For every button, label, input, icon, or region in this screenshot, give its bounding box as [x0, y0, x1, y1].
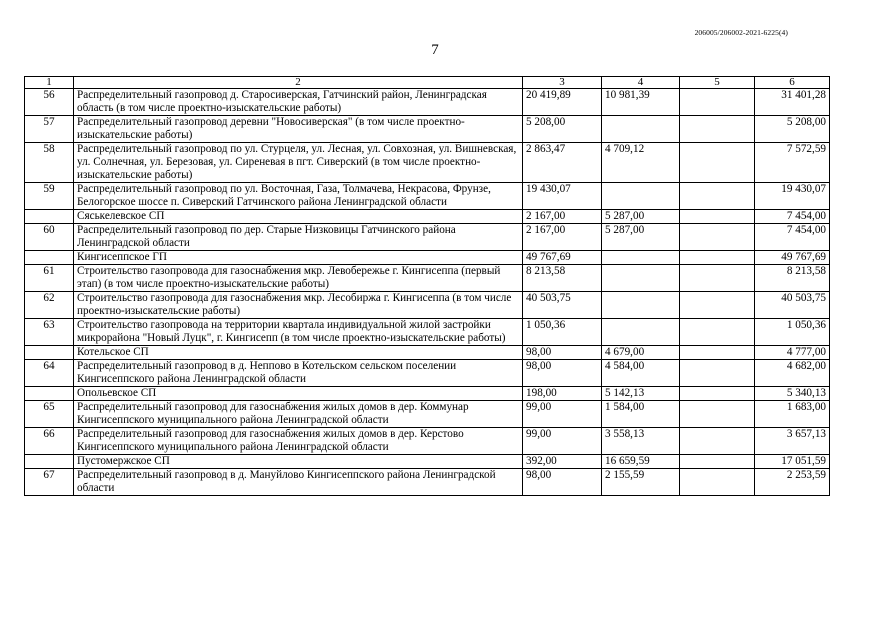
row-number-cell: 65: [25, 401, 74, 428]
table-row: [25, 116, 830, 143]
row-amount-col4-cell: 1 584,00: [602, 401, 680, 428]
row-amount-col3-cell: 99,00: [523, 428, 602, 455]
row-amount-col4-cell: 3 558,13: [602, 428, 680, 455]
row-total-cell: 40 503,75: [755, 292, 830, 319]
row-name-cell: Пустомержское СП: [74, 455, 523, 469]
row-amount-col4-cell: 5 142,13: [602, 387, 680, 401]
document-id: 206005/206002-2021-6225(4): [694, 28, 788, 37]
row-amount-col3-cell: 49 767,69: [523, 251, 602, 265]
row-name-cell: Опольевское СП: [74, 387, 523, 401]
table-row: [25, 292, 830, 319]
row-amount-col4-cell: 10 981,39: [602, 89, 680, 116]
row-amount-col5-cell: [680, 183, 755, 210]
row-total-cell: 1 683,00: [755, 401, 830, 428]
row-amount-col5-cell: [680, 251, 755, 265]
table-row: [25, 387, 830, 401]
row-amount-col4-cell: 4 709,12: [602, 143, 680, 183]
row-name-cell: Распределительный газопровод по ул. Восточная, Газа, Толмачева, Некрасова, Фрунзе, Белогорское шоссе п. Сиверский Гатчинского района Ленинградской области: [74, 183, 523, 210]
row-amount-col5-cell: [680, 143, 755, 183]
row-name-cell: Распределительный газопровод по ул. Стурцеля, ул. Лесная, ул. Совхозная, ул. Вишневская, ул. Солнечная, ул. Березовая, ул. Сиреневая в пгт. Сиверский (в том числе проектно-изыскательские работы): [74, 143, 523, 183]
row-number-cell: [25, 346, 74, 360]
header-cell: 1: [25, 77, 74, 89]
row-number-cell: [25, 210, 74, 224]
table-row: [25, 210, 830, 224]
row-amount-col3-cell: 99,00: [523, 401, 602, 428]
row-name-cell: Распределительный газопровод д. Старосиверская, Гатчинский район, Ленинградская область (в том числе проектно-изыскательские работы): [74, 89, 523, 116]
row-amount-col3-cell: 98,00: [523, 469, 602, 496]
table-row: [25, 401, 830, 428]
header-cell: 3: [523, 77, 602, 89]
row-amount-col4-cell: 16 659,59: [602, 455, 680, 469]
row-amount-col5-cell: [680, 346, 755, 360]
row-name-cell: Котельское СП: [74, 346, 523, 360]
row-name-cell: Распределительный газопровод для газоснабжения жилых домов в дер. Коммунар Кингисеппского муниципального района Ленинградской области: [74, 401, 523, 428]
row-amount-col5-cell: [680, 224, 755, 251]
table-row: [25, 265, 830, 292]
table-row: [25, 455, 830, 469]
row-amount-col5-cell: [680, 428, 755, 455]
row-amount-col5-cell: [680, 455, 755, 469]
row-total-cell: 5 340,13: [755, 387, 830, 401]
page-number: 7: [431, 42, 439, 58]
row-amount-col4-cell: [602, 292, 680, 319]
row-amount-col4-cell: 5 287,00: [602, 224, 680, 251]
row-number-cell: 64: [25, 360, 74, 387]
row-amount-col5-cell: [680, 360, 755, 387]
row-number-cell: 58: [25, 143, 74, 183]
row-total-cell: 4 777,00: [755, 346, 830, 360]
row-amount-col5-cell: [680, 210, 755, 224]
header-cell: 4: [602, 77, 680, 89]
row-number-cell: 63: [25, 319, 74, 346]
row-name-cell: Распределительный газопровод в д. Мануйлово Кингисеппского района Ленинградской области: [74, 469, 523, 496]
row-amount-col3-cell: 1 050,36: [523, 319, 602, 346]
row-amount-col4-cell: [602, 265, 680, 292]
row-number-cell: 66: [25, 428, 74, 455]
table-row: [25, 224, 830, 251]
row-number-cell: 57: [25, 116, 74, 143]
row-amount-col4-cell: [602, 116, 680, 143]
row-total-cell: 7 454,00: [755, 210, 830, 224]
row-amount-col5-cell: [680, 89, 755, 116]
row-name-cell: Строительство газопровода для газоснабжения мкр. Левобережье г. Кингисеппа (первый этап) (в том числе проектно-изыскательские работы): [74, 265, 523, 292]
row-amount-col5-cell: [680, 469, 755, 496]
row-name-cell: Строительство газопровода на территории квартала индивидуальной жилой застройки микрорайона "Новый Луцк", г. Кингисепп (в том числе проектно-изыскательские работы): [74, 319, 523, 346]
row-amount-col5-cell: [680, 265, 755, 292]
row-total-cell: 31 401,28: [755, 89, 830, 116]
row-total-cell: 2 253,59: [755, 469, 830, 496]
row-amount-col5-cell: [680, 319, 755, 346]
row-amount-col5-cell: [680, 387, 755, 401]
row-amount-col5-cell: [680, 401, 755, 428]
row-total-cell: 4 682,00: [755, 360, 830, 387]
row-amount-col4-cell: 4 679,00: [602, 346, 680, 360]
row-amount-col3-cell: 19 430,07: [523, 183, 602, 210]
table-row: [25, 428, 830, 455]
row-number-cell: [25, 387, 74, 401]
row-amount-col4-cell: [602, 183, 680, 210]
row-number-cell: 67: [25, 469, 74, 496]
row-amount-col3-cell: 20 419,89: [523, 89, 602, 116]
row-name-cell: Распределительный газопровод для газоснабжения жилых домов в дер. Керстово Кингисеппского муниципального района Ленинградской области: [74, 428, 523, 455]
row-name-cell: Распределительный газопровод деревни "Новосиверская" (в том числе проектно-изыскательские работы): [74, 116, 523, 143]
table-row: [25, 183, 830, 210]
row-total-cell: 5 208,00: [755, 116, 830, 143]
row-total-cell: 17 051,59: [755, 455, 830, 469]
row-amount-col3-cell: 98,00: [523, 346, 602, 360]
row-total-cell: 8 213,58: [755, 265, 830, 292]
row-number-cell: [25, 251, 74, 265]
row-total-cell: 7 572,59: [755, 143, 830, 183]
row-amount-col3-cell: 2 167,00: [523, 224, 602, 251]
row-amount-col3-cell: 5 208,00: [523, 116, 602, 143]
table-row: [25, 360, 830, 387]
header-cell: 6: [755, 77, 830, 89]
row-number-cell: [25, 455, 74, 469]
row-amount-col3-cell: 392,00: [523, 455, 602, 469]
row-amount-col5-cell: [680, 116, 755, 143]
table-row: [25, 346, 830, 360]
table-header-row: [25, 77, 830, 89]
row-number-cell: 59: [25, 183, 74, 210]
row-amount-col3-cell: 198,00: [523, 387, 602, 401]
header-cell: 5: [680, 77, 755, 89]
row-amount-col3-cell: 2 863,47: [523, 143, 602, 183]
row-amount-col3-cell: 8 213,58: [523, 265, 602, 292]
row-name-cell: Кингисеппское ГП: [74, 251, 523, 265]
row-number-cell: 61: [25, 265, 74, 292]
table-row: [25, 319, 830, 346]
row-name-cell: Распределительный газопровод по дер. Старые Низковицы Гатчинского района Ленинградской области: [74, 224, 523, 251]
row-name-cell: Распределительный газопровод в д. Неппово в Котельском сельском поселении Кингисеппского района Ленинградской области: [74, 360, 523, 387]
row-number-cell: 62: [25, 292, 74, 319]
table-row: [25, 143, 830, 183]
row-amount-col4-cell: [602, 251, 680, 265]
budget-table: [24, 76, 830, 496]
row-amount-col4-cell: 5 287,00: [602, 210, 680, 224]
row-total-cell: 49 767,69: [755, 251, 830, 265]
row-name-cell: Сяськелевское СП: [74, 210, 523, 224]
row-total-cell: 3 657,13: [755, 428, 830, 455]
row-amount-col4-cell: [602, 319, 680, 346]
row-amount-col5-cell: [680, 292, 755, 319]
row-number-cell: 56: [25, 89, 74, 116]
row-total-cell: 19 430,07: [755, 183, 830, 210]
row-amount-col4-cell: 4 584,00: [602, 360, 680, 387]
row-number-cell: 60: [25, 224, 74, 251]
row-total-cell: 7 454,00: [755, 224, 830, 251]
table-row: [25, 251, 830, 265]
row-name-cell: Строительство газопровода для газоснабжения мкр. Лесобиржа г. Кингисеппа (в том числе проектно-изыскательские работы): [74, 292, 523, 319]
row-amount-col3-cell: 98,00: [523, 360, 602, 387]
row-amount-col4-cell: 2 155,59: [602, 469, 680, 496]
table-row: [25, 89, 830, 116]
header-cell: 2: [74, 77, 523, 89]
row-total-cell: 1 050,36: [755, 319, 830, 346]
row-amount-col3-cell: 2 167,00: [523, 210, 602, 224]
row-amount-col3-cell: 40 503,75: [523, 292, 602, 319]
table-row: [25, 469, 830, 496]
